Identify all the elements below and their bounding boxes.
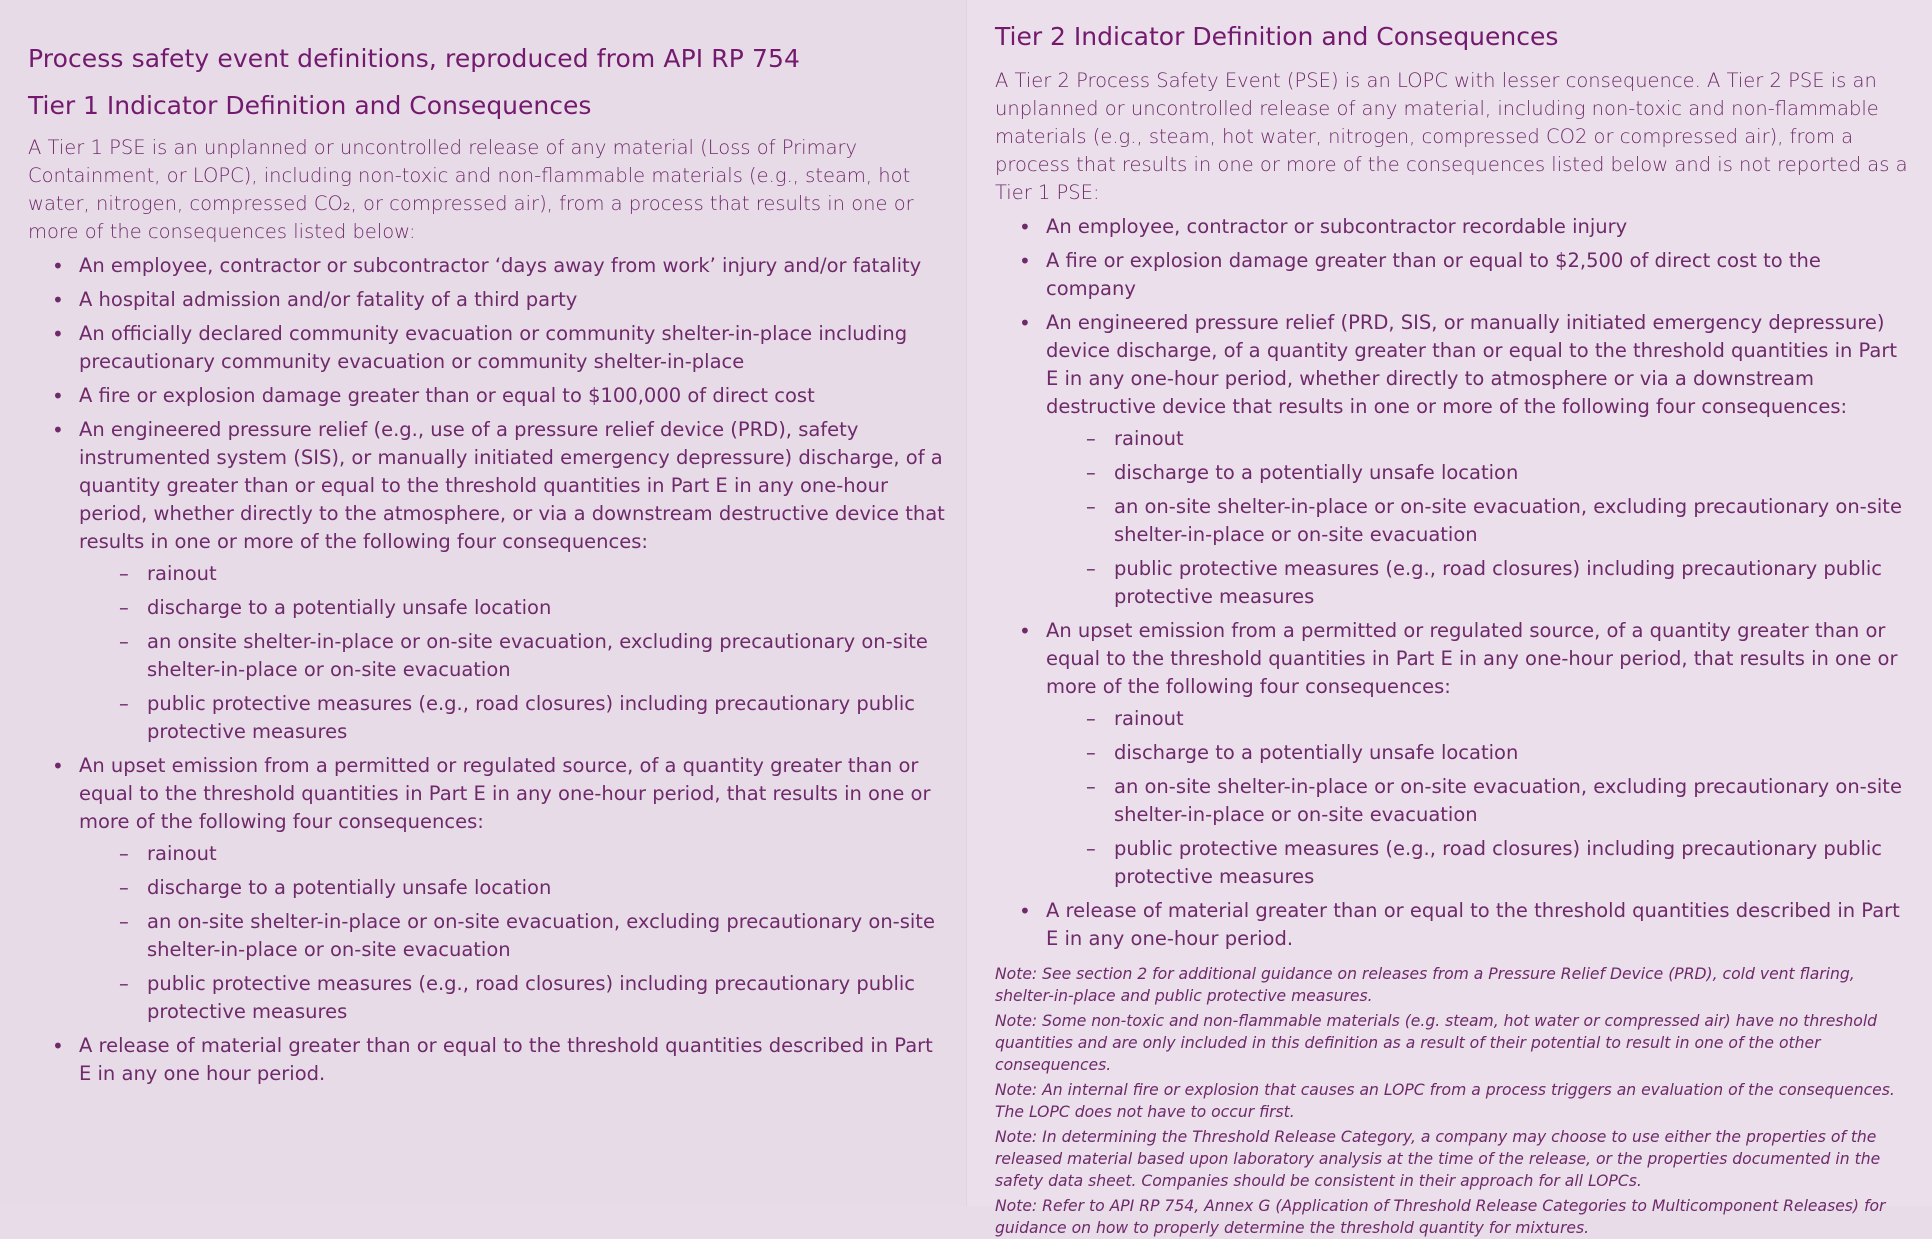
list-item-text: An officially declared community evacuation or community shelter-in-place including precautionary community evacuation or community shelter-in-place: [79, 322, 908, 373]
sub-list-item: – rainout: [1046, 705, 1910, 733]
page-title: Process safety event definitions, reproduced from API RP 754: [28, 44, 800, 73]
list-item-text: A release of material greater than or equal to the threshold quantities described in Part E in any one-hour period.: [1046, 899, 1900, 950]
sub-list-item: – an on-site shelter-in-place or on-site evacuation, excluding precautionary on-site shelter-in-place or on-site evacuation: [1046, 773, 1910, 829]
list-item-text: An upset emission from a permitted or regulated source, of a quantity greater than or equal to the threshold quantities in Part E in any one-hour period, that results in one or more of the following four consequences:: [79, 754, 931, 833]
sub-list-item: – rainout: [1046, 425, 1910, 453]
list-item-text: An upset emission from a permitted or regulated source, of a quantity greater than or equal to the threshold quantities in Part E in any one-hour period, that results in one or more of the following four consequences:: [1046, 619, 1898, 698]
tier1-heading: Tier 1 Indicator Definition and Consequences: [28, 91, 592, 120]
list-item: [28, 382, 948, 410]
list-item-text: An employee, contractor or subcontractor ‘days away from work’ injury and/or fatality: [79, 254, 922, 277]
sub-list-item: – discharge to a potentially unsafe location: [79, 594, 948, 622]
tier2-consequence-list: [995, 213, 1910, 953]
list-item-text: An engineered pressure relief (PRD, SIS, or manually initiated emergency depressure) device discharge, of a quantity greater than or equal to the threshold quantities in Part E in any one-hour period, whether directly to atmosphere or via a downstream destructive device that results in one or more of the following four consequences:: [1046, 311, 1898, 418]
sub-list-item: – public protective measures (e.g., road closures) including precautionary public protective measures: [1046, 555, 1910, 611]
sub-list-item: – an onsite shelter-in-place or on-site evacuation, excluding precautionary on-site shelter-in-place or on-site evacuation: [79, 628, 948, 684]
tier1-relief-sublist: [79, 560, 948, 746]
list-item-text: A fire or explosion damage greater than or equal to $2,500 of direct cost to the company: [1046, 249, 1821, 300]
tier2-intro: A Tier 2 Process Safety Event (PSE) is an LOPC with lesser consequence. A Tier 2 PSE is an unplanned or uncontrolled release of any material, including non-toxic and non-flammable materials (e.g., steam, hot water, nitrogen, compressed CO2 or compressed air), from a process that results in one or more of the consequences listed below and is not reported as a Tier 1 PSE:: [995, 69, 1908, 204]
list-item-text: An employee, contractor or subcontractor recordable injury: [1046, 215, 1628, 238]
list-item: [995, 897, 1910, 953]
sub-list-item: – discharge to a potentially unsafe location: [79, 874, 948, 902]
list-item-text: A hospital admission and/or fatality of a third party: [79, 288, 578, 311]
notes-section: [995, 963, 1910, 1239]
tier1-column: [0, 0, 966, 1206]
tier2-column: [966, 0, 1932, 1237]
sub-list-item: – public protective measures (e.g., road closures) including precautionary public protective measures: [79, 970, 948, 1026]
tier1-consequence-list: [28, 252, 948, 1088]
list-item: [995, 617, 1910, 891]
note: Note: In determining the Threshold Release Category, a company may choose to use either the properties of the released material based upon laboratory analysis at the time of the release, or the properties documented in the safety data sheet. Companies should be consistent in their approach for all LOPCs.: [995, 1128, 1881, 1190]
sub-list-item: – public protective measures (e.g., road closures) including precautionary public protective measures: [1046, 835, 1910, 891]
tier2-upset-sublist: [1046, 705, 1910, 891]
list-item-text: An engineered pressure relief (e.g., use of a pressure relief device (PRD), safety instrumented system (SIS), or manually initiated emergency depressure) discharge, of a quantity greater than or equal to the threshold quantities in Part E in any one-hour period, whether directly to the atmosphere, or via a downstream destructive device that results in one or more of the following four consequences:: [79, 418, 945, 553]
note: Note: See section 2 for additional guidance on releases from a Pressure Relief Device (PRD), cold vent flaring, shelter-in-place and public protective measures.: [995, 965, 1855, 1005]
list-item: [28, 1032, 948, 1088]
sub-list-item: – discharge to a potentially unsafe location: [1046, 739, 1910, 767]
sub-list-item: – discharge to a potentially unsafe location: [1046, 459, 1910, 487]
list-item: [995, 309, 1910, 611]
note: Note: An internal fire or explosion that causes an LOPC from a process triggers an evaluation of the consequences. The LOPC does not have to occur first.: [995, 1081, 1895, 1121]
list-item: [995, 247, 1910, 303]
sub-list-item: – rainout: [79, 560, 948, 588]
tier2-heading: Tier 2 Indicator Definition and Consequences: [995, 22, 1559, 51]
list-item: [995, 213, 1910, 241]
list-item: [28, 286, 948, 314]
list-item: [28, 416, 948, 746]
tier1-intro: A Tier 1 PSE is an unplanned or uncontrolled release of any material (Loss of Primary Containment, or LOPC), including non-toxic and non-flammable materials (e.g., steam, hot water, nitrogen, compressed CO₂, or compressed air), from a process that results in one or more of the consequences listed below:: [28, 136, 914, 243]
sub-list-item: – an on-site shelter-in-place or on-site evacuation, excluding precautionary on-site shelter-in-place or on-site evacuation: [79, 908, 948, 964]
sub-list-item: – an on-site shelter-in-place or on-site evacuation, excluding precautionary on-site shelter-in-place or on-site evacuation: [1046, 493, 1910, 549]
list-item: [28, 752, 948, 1026]
tier2-relief-sublist: [1046, 425, 1910, 611]
list-item: [28, 320, 948, 376]
list-item-text: A release of material greater than or equal to the threshold quantities described in Part E in any one hour period.: [79, 1034, 933, 1085]
sub-list-item: – public protective measures (e.g., road closures) including precautionary public protective measures: [79, 690, 948, 746]
sub-list-item: – rainout: [79, 840, 948, 868]
list-item: [28, 252, 948, 280]
note: Note: Some non-toxic and non-flammable materials (e.g. steam, hot water or compressed air) have no threshold quantities and are only included in this definition as a result of their potential to result in one of the other consequences.: [995, 1012, 1878, 1074]
tier1-upset-sublist: [79, 840, 948, 1026]
note: Note: Refer to API RP 754, Annex G (Application of Threshold Release Categories to Multicomponent Releases) for guidance on how to properly determine the threshold quantity for mixtures.: [995, 1197, 1886, 1237]
list-item-text: A fire or explosion damage greater than or equal to $100,000 of direct cost: [79, 384, 815, 407]
